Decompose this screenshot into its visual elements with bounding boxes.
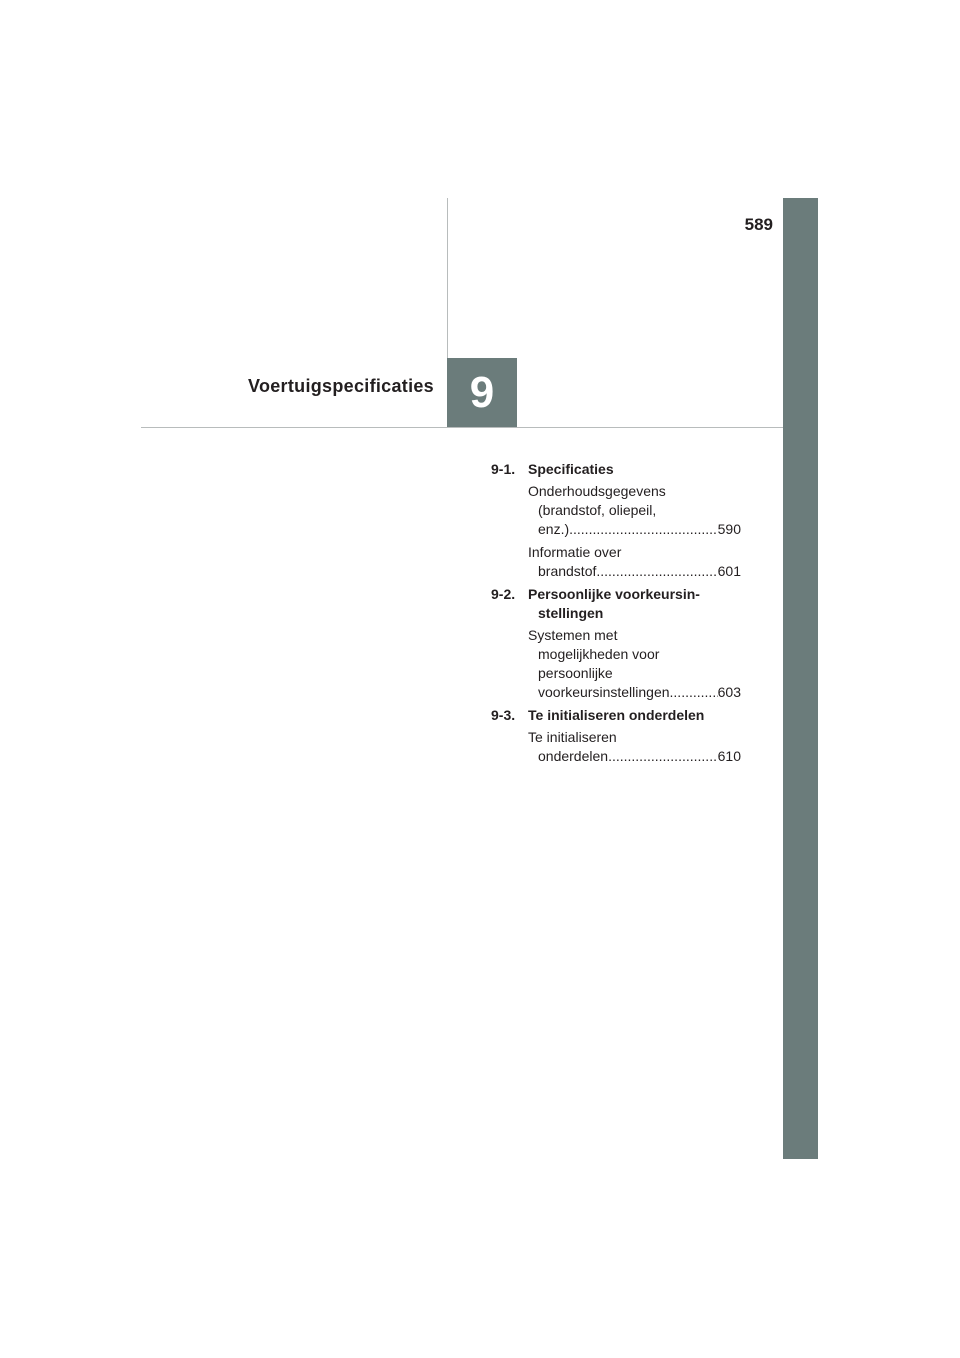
dot-leader: [569, 520, 718, 539]
dot-leader: [670, 683, 718, 702]
toc-entry[interactable]: Informatie over brandstof ..... 601: [528, 543, 741, 581]
entry-page: 603: [717, 684, 741, 700]
section-number: 9-1.: [491, 461, 516, 477]
horizontal-divider: [141, 427, 783, 428]
chapter-number-box: 9: [447, 358, 517, 428]
toc-section: [491, 460, 741, 581]
toc-section: [491, 585, 741, 702]
toc-entry[interactable]: Onderhoudsgegevens (brandstof, oliepeil, enz.) ..... 590: [528, 482, 741, 539]
section-number: 9-3.: [491, 707, 516, 723]
table-of-contents: [491, 460, 741, 770]
toc-entry[interactable]: Systemen met mogelijkheden voor persoonlijke voorkeursinstellingen ..... 603: [528, 626, 741, 702]
chapter-side-tab: [783, 198, 818, 1159]
section-title[interactable]: Te initialiseren onderdelen: [528, 707, 705, 723]
page-number: 589: [744, 215, 773, 234]
chapter-title: Voertuigspecificaties: [247, 376, 434, 396]
section-title[interactable]: Persoonlijke voorkeursin- stellingen: [528, 586, 700, 621]
vertical-divider: [447, 198, 448, 358]
entry-page: 590: [717, 521, 741, 537]
toc-entry[interactable]: Te initialiseren onderdelen ..... 610: [528, 728, 741, 766]
section-number: 9-2.: [491, 586, 516, 602]
dot-leader: [596, 562, 717, 581]
entry-page: 601: [717, 563, 741, 579]
dot-leader: [608, 747, 718, 766]
section-title[interactable]: Specificaties: [528, 461, 614, 477]
toc-section: [491, 706, 741, 766]
entry-page: 610: [717, 748, 741, 764]
